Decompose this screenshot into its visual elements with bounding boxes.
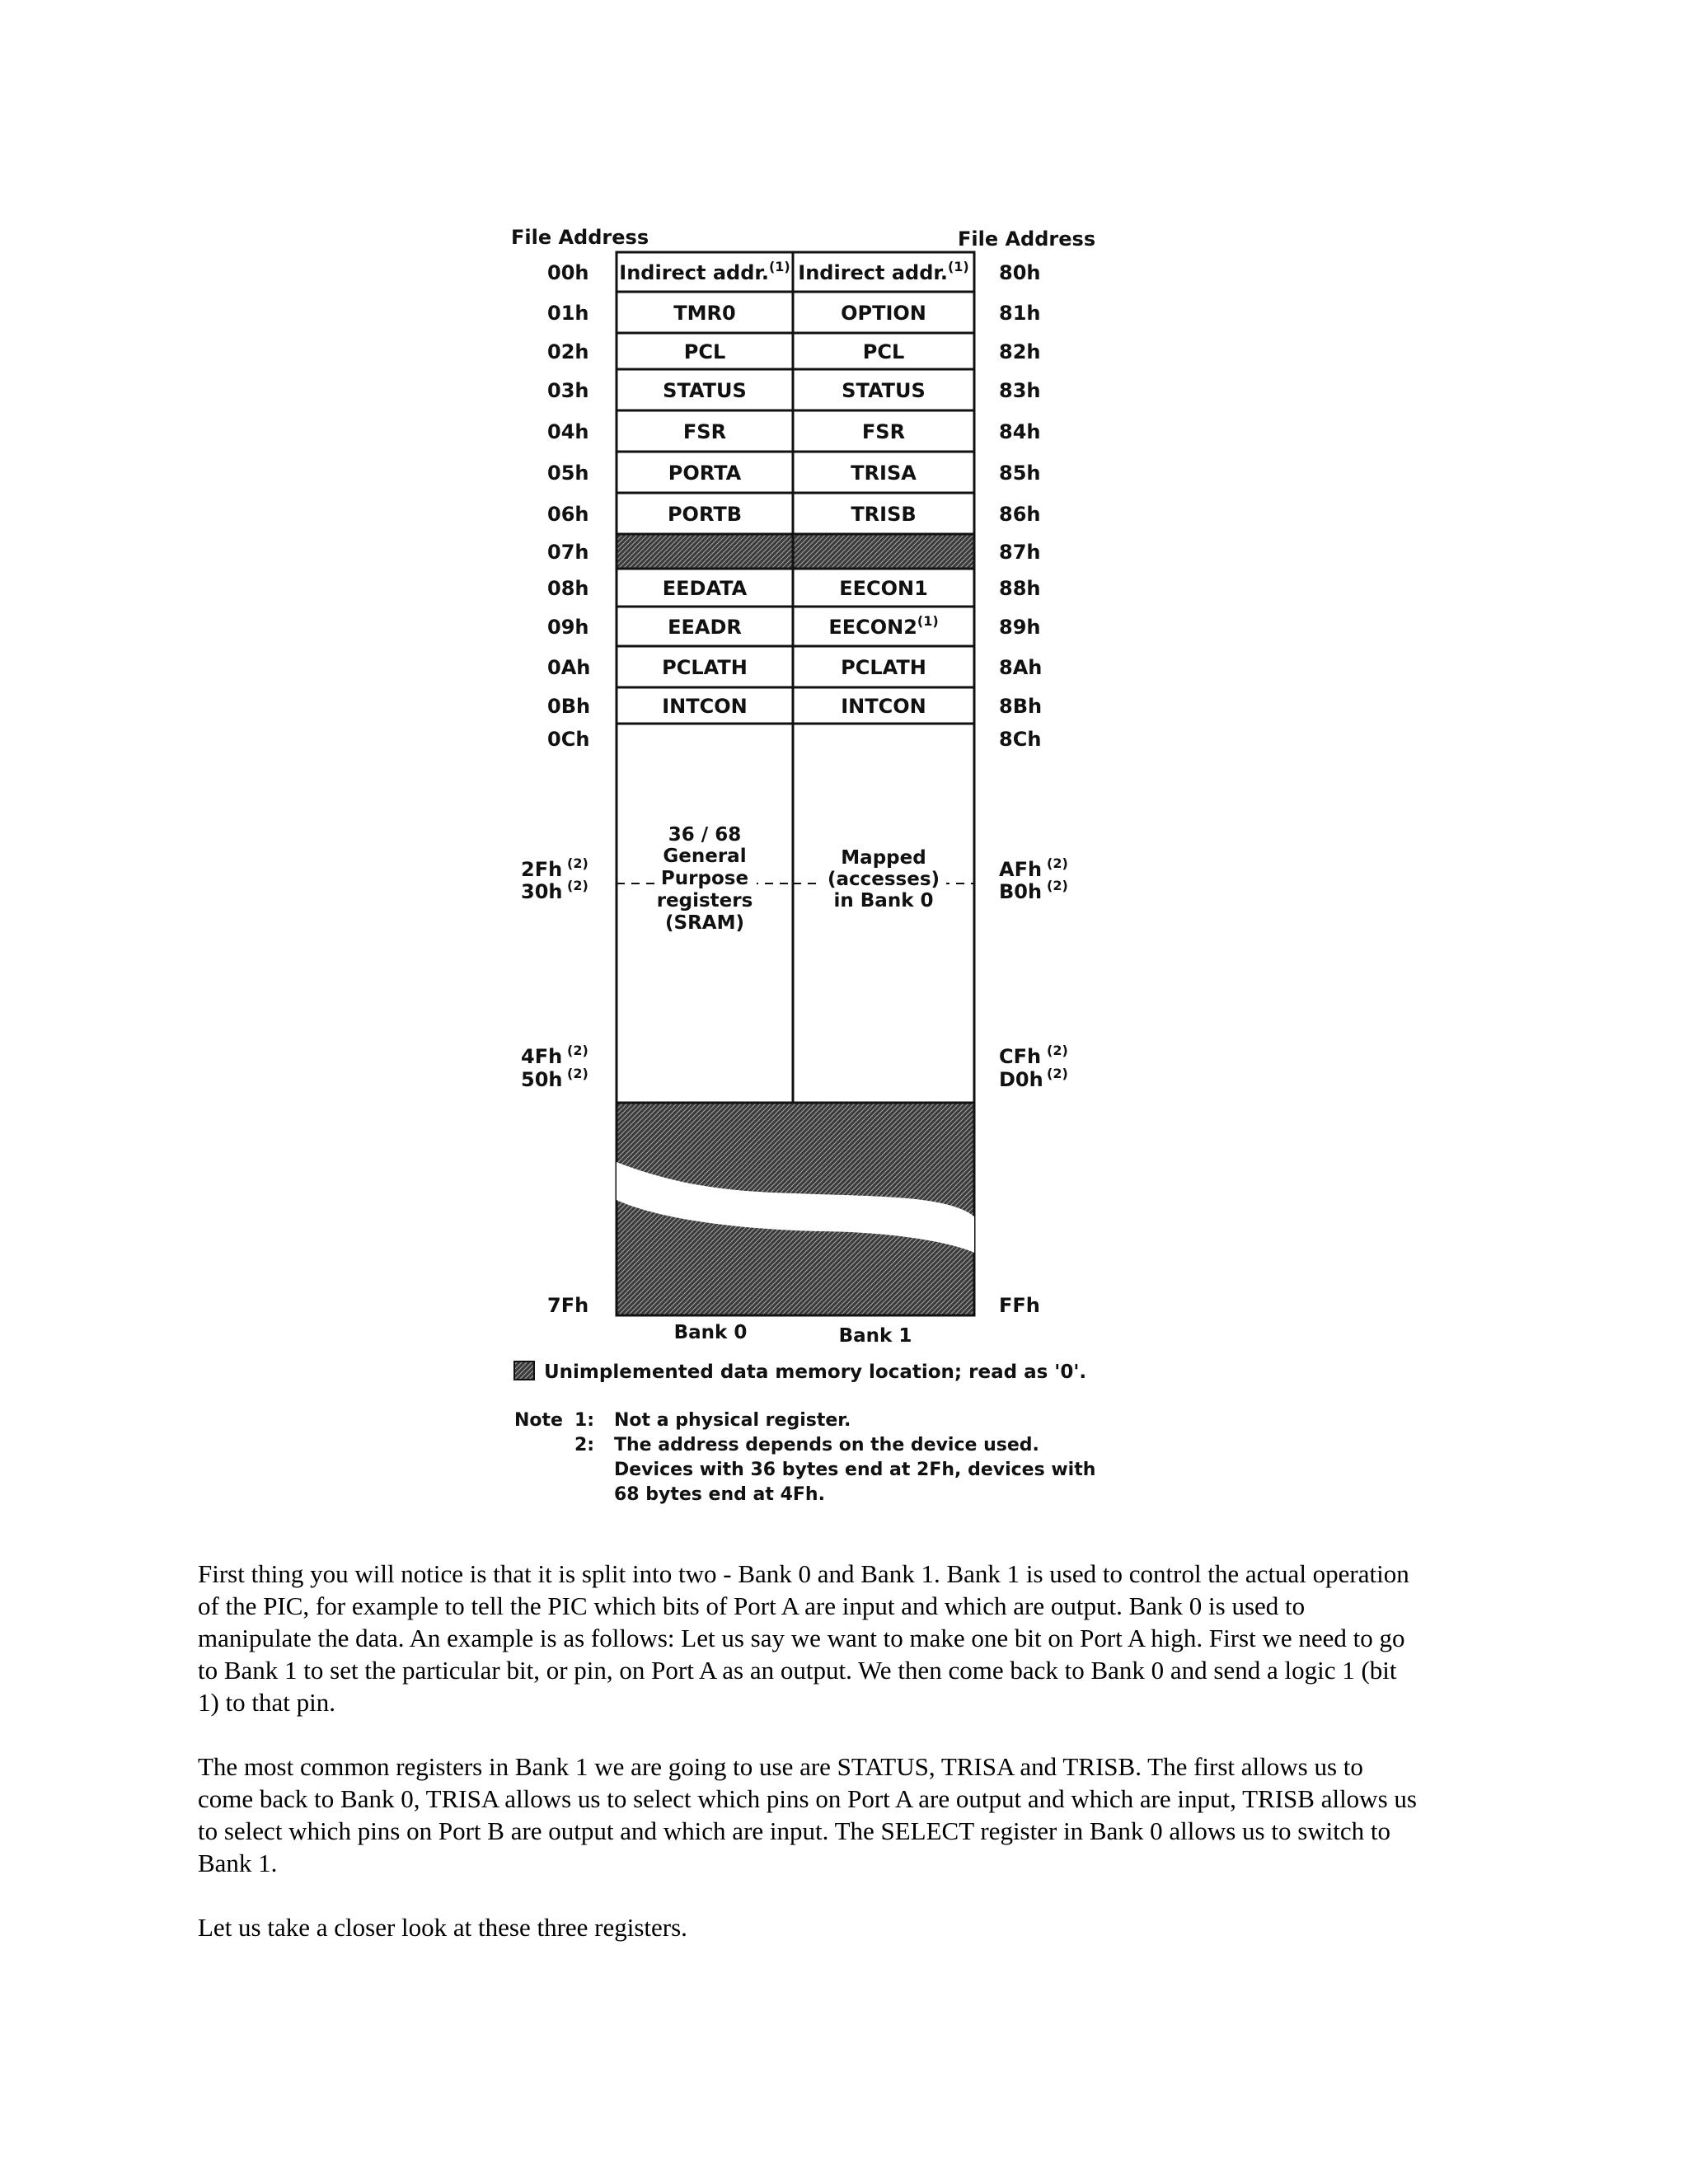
gpr-line-4: registers (656, 890, 753, 912)
bank1-register-name: EECON2$^{(1)}$ (828, 613, 939, 639)
addr-left-02h: 02h (547, 340, 589, 363)
addr-d0h-note: (2) (1047, 1066, 1068, 1081)
note2-line-3: 68 bytes end at 4Fh. (614, 1484, 825, 1505)
addr-left-00h: 00h (547, 261, 589, 284)
bank1-register-name: FSR (861, 420, 906, 443)
addr-b0h: B0h (999, 880, 1043, 903)
addr-cfh-note: (2) (1047, 1043, 1068, 1058)
addr-left-09h: 09h (547, 616, 589, 639)
addr-50h-note: (2) (567, 1066, 588, 1081)
addr-left-06h: 06h (547, 503, 589, 526)
bank0-register-note: (1) (768, 259, 790, 274)
bank0-register-name: FSR (682, 420, 727, 443)
note-label: Note (514, 1410, 563, 1431)
addr-right-83h: 83h (999, 379, 1041, 402)
bank1-register-name: Indirect addr.$^{(1)}$ (798, 259, 969, 284)
bank1-register-name: EECON1 (839, 577, 928, 600)
gpr-bank1-label (828, 847, 940, 912)
bank1-label: Bank 1 (838, 1325, 912, 1347)
bank1-register-name: INTCON (841, 695, 926, 718)
bank0-register-name: STATUS (663, 379, 747, 402)
note2-line-1: The address depends on the device used. (614, 1435, 1039, 1455)
addr-d0h: D0h (999, 1068, 1043, 1091)
bank0-register-name: EEDATA (662, 577, 748, 600)
file-address-header-right: File Address (958, 227, 1096, 251)
paragraph-closer-look: Let us take a closer look at these three registers. (198, 1913, 687, 1942)
bank1-register-name: PCL (862, 340, 905, 363)
bank1-register-name: STATUS (842, 379, 926, 402)
addr-left-0bh: 0Bh (547, 695, 591, 718)
addr-cfh: CFh (999, 1045, 1042, 1068)
bank0-register-name: PORTB (667, 503, 743, 526)
addr-right-81h: 81h (999, 302, 1041, 325)
bank0-register-name: TMR0 (673, 302, 736, 325)
gpr-line-5: (SRAM) (665, 912, 744, 934)
bank0-register-name: PORTA (668, 462, 742, 485)
addr-left-01h: 01h (547, 302, 589, 325)
addr-right-87h: 87h (999, 541, 1041, 564)
note1-text: Not a physical register. (614, 1410, 851, 1431)
bank0-label: Bank 0 (673, 1322, 748, 1343)
addr-ffh: FFh (999, 1294, 1040, 1317)
bank1-register-note: (1) (917, 613, 939, 629)
bank1-cell (793, 534, 974, 569)
bank1-register-name: TRISA (851, 462, 917, 485)
addr-0ch: 0Ch (547, 728, 590, 751)
bank1-register-note: (1) (947, 259, 969, 274)
addr-right-85h: 85h (999, 462, 1041, 485)
legend-hatch-swatch (514, 1361, 534, 1380)
addr-left-03h: 03h (547, 379, 589, 402)
addr-right-8ah: 8Ah (999, 656, 1043, 679)
paragraph-common-registers: The most common registers in Bank 1 we are going to use are STATUS, TRISA and TRISB. The first allows us to come back to Bank 0, TRISA allows us to select which pins on Port A are output and which are input, TRISB allows us to select which pins on Port B are output and which are input. The SELECT register in Bank 0 allows us to switch to Bank 1. (198, 1752, 1417, 1877)
bank0-register-name: PCL (683, 340, 726, 363)
bank0-register-name: PCLATH (662, 656, 748, 679)
bank0-register-name: Indirect addr.$^{(1)}$ (619, 259, 790, 284)
gpr-line-1: 36 / 68 (668, 824, 742, 846)
bank1-register-name: OPTION (841, 302, 926, 325)
bank0-register-name: INTCON (662, 695, 748, 718)
gpr-bank0-label (657, 824, 753, 934)
mapped-line-1: Mapped (841, 847, 926, 869)
mapped-line-2: (accesses) (827, 869, 940, 890)
addr-left-05h: 05h (547, 462, 589, 485)
note2-line-2: Devices with 36 bytes end at 2Fh, devices with (614, 1460, 1096, 1480)
gpr-line-2: General (663, 846, 747, 867)
addr-left-07h: 07h (547, 541, 589, 564)
sfr-rows (547, 252, 1042, 724)
gpr-bank1-area (793, 724, 974, 1103)
bank1-register-name: PCLATH (841, 656, 926, 679)
addr-right-86h: 86h (999, 503, 1041, 526)
paragraph-banks-intro: First thing you will notice is that it is split into two - Bank 0 and Bank 1. Bank 1 is used to control the actual operation of the PIC, for example to tell the PIC which bits of Port A are input and which are output. Bank 0 is used to manipulate the data. An example is as follows: Let us say we want to make one bit on Port A high. First we need to go to Bank 1 to set the particular bit, or pin, on Port A as an output. We then come back to Bank 0 and send a logic 1 (bit 1) to that pin. (198, 1559, 1409, 1717)
addr-left-08h: 08h (547, 577, 589, 600)
addr-8ch: 8Ch (999, 728, 1042, 751)
addr-left-0ah: 0Ah (547, 656, 591, 679)
addr-right-89h: 89h (999, 616, 1041, 639)
note2-number: 2: (574, 1435, 595, 1455)
bank0-cell (617, 534, 793, 569)
addr-right-8bh: 8Bh (999, 695, 1043, 718)
addr-afh-note: (2) (1047, 855, 1068, 871)
addr-4fh: 4Fh (521, 1045, 563, 1068)
addr-30h: 30h (521, 880, 563, 903)
bank0-register-name: EEADR (668, 616, 742, 639)
addr-50h: 50h (521, 1068, 563, 1091)
addr-left-04h: 04h (547, 420, 589, 443)
addr-right-88h: 88h (999, 577, 1041, 600)
addr-right-80h: 80h (999, 261, 1041, 284)
file-address-header-left: File Address (511, 226, 649, 249)
bank1-register-name: TRISB (851, 503, 917, 526)
mapped-line-3: in Bank 0 (833, 890, 934, 912)
addr-2fh: 2Fh (521, 858, 563, 881)
addr-2fh-note: (2) (567, 855, 588, 871)
addr-right-84h: 84h (999, 420, 1041, 443)
addr-4fh-note: (2) (567, 1043, 588, 1058)
gpr-line-3: Purpose (660, 868, 749, 889)
addr-7fh: 7Fh (547, 1294, 589, 1317)
note1-number: 1: (574, 1410, 595, 1431)
addr-b0h-note: (2) (1047, 878, 1068, 893)
addr-afh: AFh (999, 858, 1043, 881)
addr-30h-note: (2) (567, 878, 588, 893)
addr-right-82h: 82h (999, 340, 1041, 363)
legend-text: Unimplemented data memory location; read as '0'. (544, 1361, 1087, 1383)
